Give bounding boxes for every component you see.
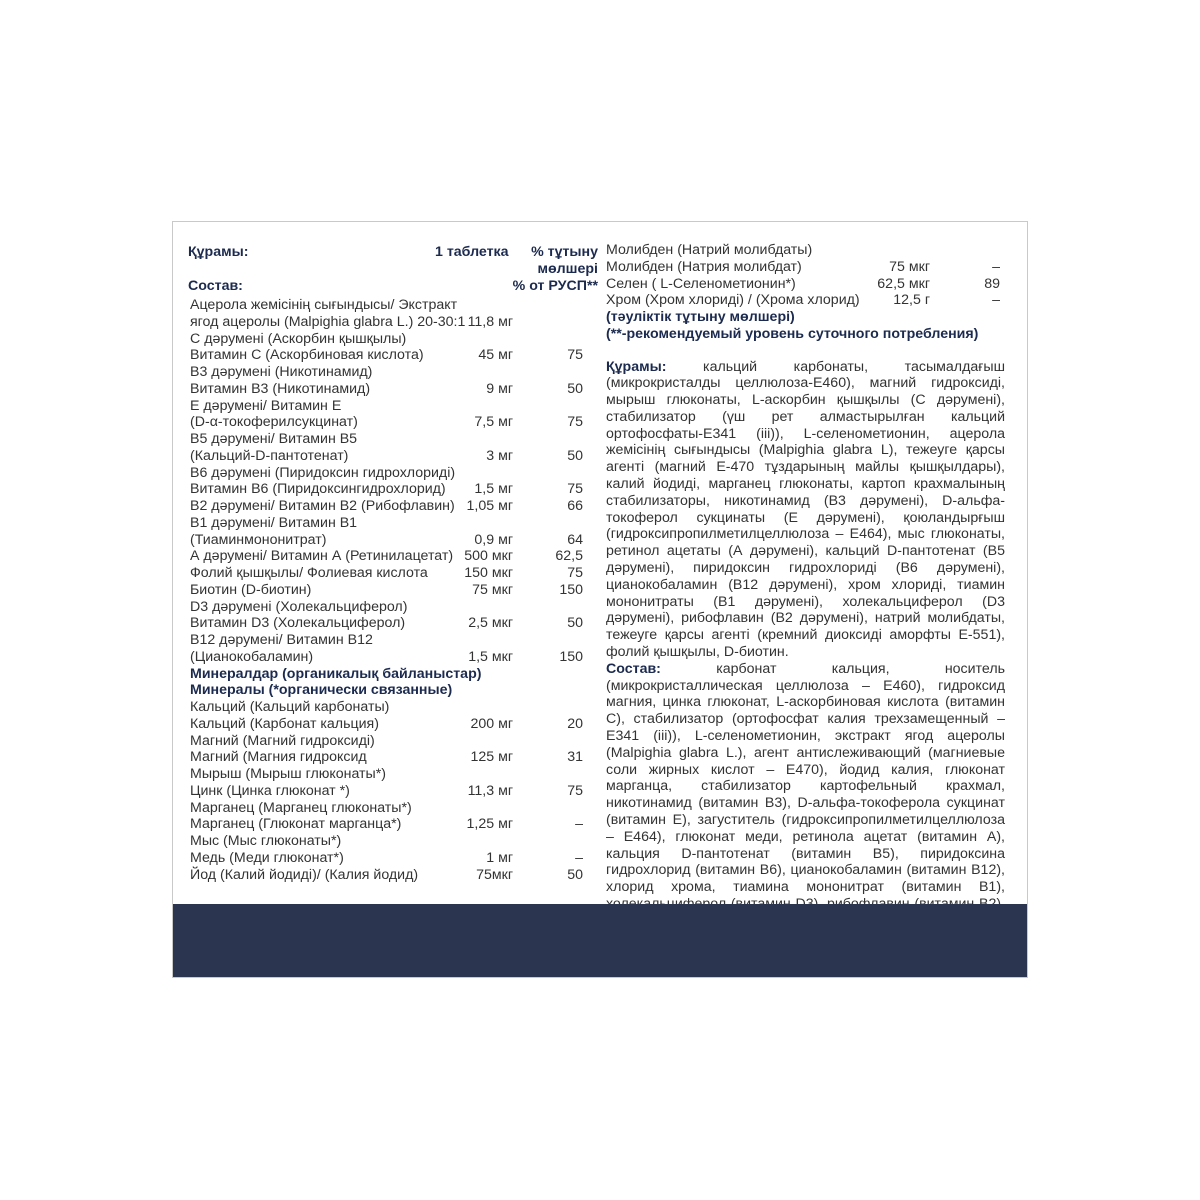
ingredient-percent: 150: [559, 581, 583, 598]
ingredient-percent: 64: [567, 531, 583, 548]
table-row: [188, 548, 598, 565]
daily-intake-note-ru: (**-рекомендуемый уровень суточного потребления): [606, 325, 979, 342]
ingredient-amount: 150 мкг: [464, 565, 513, 581]
ingredient-percent: –: [575, 849, 583, 866]
table-row: [188, 833, 598, 850]
minerals-kz-heading-row: [188, 666, 598, 683]
ingredient-amount: 2,5 мкг: [468, 615, 513, 632]
ingredients-kz-label: Құрамы:: [606, 358, 667, 375]
ingredient-amount: 62,5 мкг: [877, 275, 930, 292]
ingredients-kz-text: кальций карбонаты, тасымалдағыш (микрокристалды целлюлоза-Е460), магний гидроксиді, мырыш глюконаты, L-аскорбин қышқылы (С дәрумені), стабилизатор (үш рет алмастырылған кальций ортофосфаты-Е341 (iii)), L-селенометионин, ацерола жемісінің сығындысы (Malpighia glabra L), тежеуге қарсы агенті (магний Е-470 тұздарының майлы қышқылдары), калий йодиді, марганец глюконаты, картоп крахмалының стабилизаторы, никотинамид (В3 дәрумені), D-альфа-токоферол сукцинаты (Е дәрумені), қоюландырғыш (гидроксипропилметилцеллюлоза – Е464), мыс глюконаты, ретинол ацетаты (А дәрумені), кальций D-пантотенат (В5 дәрумені), пиридоксин гидрохлориді (В6 дәрумені), цианокобаламин (В12 дәрумені), хром хлориді, тиамин мононитраты (В1 дәрумені), холекальциферол (D3 дәрумені), рибофлавин (В2 дәрумені), натрий молибдаты, тежеуге қарсы агенті (кремний диоксиді аморфты Е-551), фолий қышқылы, D-биотин.: [606, 358, 1005, 661]
ingredient-amount: 9 мг: [486, 380, 513, 397]
ingredient-percent: 89: [984, 275, 1000, 292]
ingredient-amount: 1,05 мг: [466, 498, 513, 514]
ingredient-amount: 125 мг: [470, 749, 513, 766]
ingredient-name: Магний (Магний гидроксиді): [190, 732, 375, 749]
ingredient-percent: 31: [567, 749, 583, 766]
ingredient-percent: 62,5: [555, 548, 583, 565]
vitamin-rows: [188, 297, 598, 666]
table-header: [188, 242, 598, 297]
table-row: [603, 276, 1015, 293]
ingredient-percent: –: [575, 816, 583, 833]
ingredient-name: Марганец (Глюконат марганца*): [190, 816, 402, 833]
table-row: [188, 347, 598, 364]
table-row: [188, 749, 598, 766]
table-row: [188, 800, 598, 817]
ingredient-name: Селен ( L-Селенометионин*): [606, 275, 796, 292]
ingredient-amount: 0,9 мг: [474, 531, 513, 548]
ingredient-percent: 50: [567, 615, 583, 632]
ingredient-name: Мыс (Мыс глюконаты*): [190, 833, 342, 849]
pct-kz-heading-line2: мөлшері: [537, 261, 598, 277]
table-row: [188, 699, 598, 716]
ingredient-amount: 75мкг: [476, 866, 513, 883]
table-row: [188, 649, 598, 666]
ingredient-amount: 1,25 мг: [466, 816, 513, 833]
ingredient-name: (Цианокобаламин): [190, 648, 314, 665]
ingredient-percent: 75: [567, 347, 583, 364]
minerals-ru-heading-row: [188, 682, 598, 699]
ingredient-name: Кальций (Карбонат кальция): [190, 715, 379, 732]
footer-color-band: [173, 904, 1027, 977]
ingredient-name: Кальций (Кальций карбонаты): [190, 699, 390, 715]
ingredients-ru-label: Состав:: [606, 660, 661, 677]
table-row: [188, 532, 598, 549]
table-row: [188, 314, 598, 331]
ingredients-ru-text: карбонат кальция, носитель (микрокристаллическая целлюлоза – Е460), гидроксид магния, цинка глюконат, L-аскорбиновая кислота (витамин С), стабилизатор (ортофосфат калия трехзамещенный – Е341 (iii)), L-селенометионин, экстракт ягод ацеролы (Malpighia glabra L.), агент антислеживающий (магниевые соли жирных кислот – Е470), йодид калия, глюконат марганца, стабилизатор картофельный крахмал, никотинамид (витамин В3), D-альфа-токоферола сукцинат (витамин Е), загуститель (гидроксипропилметилцеллюлоза – Е464), глюконат меди, ретинола ацетат (витамин А), кальция D-пантотенат (витамин В5), пиридоксина гидрохлорид (витамин В6), цианокобаламин (витамин В12), хлорид хрома, тиамина мононитрат (витамин В1),: [606, 660, 1005, 896]
minerals-ru-heading: Минералы (*органически связанные): [190, 682, 453, 699]
ingredient-percent: 75: [567, 414, 583, 431]
ingredient-amount: 11,3 мг: [467, 782, 513, 799]
ingredient-amount: 45 мг: [478, 347, 513, 364]
ingredient-name: Марганец (Марганец глюконаты*): [190, 799, 412, 816]
table-row: [188, 398, 598, 415]
ingredient-percent: 75: [567, 565, 583, 581]
table-row: [188, 783, 598, 800]
ingredient-name: В1 дәрумені/ Витамин В1: [190, 514, 358, 531]
ingredient-name: Мырыш (Мырыш глюконаты*): [190, 766, 386, 782]
ingredient-name: Молибден (Натрий молибдаты): [606, 242, 813, 258]
table-row: [188, 465, 598, 482]
table-row: [188, 582, 598, 599]
ingredient-amount: 1,5 мкг: [468, 648, 513, 665]
table-row: [188, 615, 598, 632]
ingredient-percent: 50: [567, 380, 583, 397]
right-column: [603, 242, 1015, 946]
ingredient-amount: 1 мг: [486, 849, 513, 866]
table-row: [603, 242, 1015, 259]
ingredient-amount: 200 мг: [470, 715, 513, 732]
table-row: [188, 331, 598, 348]
ingredient-percent: 20: [567, 715, 583, 732]
ingredient-amount: 11,8 мг: [467, 313, 513, 330]
per-tablet-heading: 1 таблетка: [435, 244, 509, 260]
ingredient-name: В3 дәрумені (Никотинамид): [190, 364, 373, 380]
table-row: [188, 515, 598, 532]
ingredient-name: (Тиаминмононитрат): [190, 531, 327, 548]
ingredient-name: Витамин В6 (Пиридоксингидрохлорид): [190, 481, 446, 498]
pct-ru-heading: % от РУСП**: [512, 278, 598, 294]
table-row: [188, 867, 598, 884]
table-row: [603, 259, 1015, 276]
table-row: [188, 599, 598, 616]
ingredient-name: В5 дәрумені/ Витамин В5: [190, 431, 358, 447]
ingredient-amount: 1,5 мг: [474, 481, 513, 498]
ingredient-percent: –: [992, 292, 1000, 309]
table-row: [188, 364, 598, 381]
ingredient-name: С дәрумені (Аскорбин қышқылы): [190, 330, 407, 347]
ingredient-percent: –: [992, 258, 1000, 275]
ingredient-name: (Кальций-D-пантотенат): [190, 447, 349, 464]
nutrition-table: [188, 242, 598, 883]
ingredient-percent: 50: [567, 866, 583, 883]
ingredient-percent: 75: [567, 481, 583, 498]
ingredient-name: Е дәрумені/ Витамин Е: [190, 397, 342, 414]
ingredient-name: Магний (Магния гидроксид: [190, 749, 367, 766]
ingredient-name: А дәрумені/ Витамин А (Ретинилацетат): [190, 548, 454, 565]
ingredient-name: Цинк (Цинка глюконат *): [190, 782, 350, 799]
ingredient-name: ягод ацеролы (Malpighia glabra L.) 20-30:1: [190, 313, 466, 330]
ingredient-name: В12 дәрумені/ Витамин В12: [190, 632, 373, 648]
table-row: [188, 297, 598, 314]
ingredient-percent: 150: [559, 648, 583, 665]
ingredient-name: Витамин С (Аскорбиновая кислота): [190, 347, 424, 364]
ingredient-name: В2 дәрумені/ Витамин В2 (Рибофлавин): [190, 498, 455, 514]
table-row: [188, 431, 598, 448]
ingredient-name: Йод (Калий йодиді)/ (Калия йодид): [190, 866, 419, 883]
table-row: [188, 481, 598, 498]
minerals-kz-heading: Минералдар (органикалық байланыстар): [190, 665, 482, 682]
ingredient-name: Биотин (D-биотин): [190, 581, 312, 598]
table-row: [188, 816, 598, 833]
table-row: [188, 766, 598, 783]
ingredients-kz: [603, 359, 1015, 661]
trace-element-rows: [603, 242, 1015, 309]
ingredient-name: Медь (Меди глюконат*): [190, 849, 344, 866]
composition-kz-heading: Құрамы:: [188, 244, 249, 260]
table-row: [603, 292, 1015, 309]
table-row: [188, 850, 598, 867]
table-row: [188, 632, 598, 649]
ingredient-percent: 75: [567, 782, 583, 799]
ingredient-name: Ацерола жемісінің сығындысы/ Экстракт: [190, 297, 458, 313]
table-row: [188, 448, 598, 465]
ingredient-name: Молибден (Натрия молибдат): [606, 258, 802, 275]
ingredient-percent: 50: [567, 447, 583, 464]
ingredient-name: D3 дәрумені (Холекальциферол): [190, 598, 408, 615]
ingredient-name: (D-α-токоферилсукцинат): [190, 414, 358, 431]
supplement-label-panel: [172, 221, 1028, 978]
mineral-rows: [188, 699, 598, 883]
ingredient-percent: 66: [567, 498, 583, 514]
ingredient-amount: 75 мкг: [889, 258, 930, 275]
ingredient-amount: 3 мг: [486, 447, 513, 464]
table-row: [188, 414, 598, 431]
ingredient-name: Фолий қышқылы/ Фолиевая кислота: [190, 565, 428, 581]
table-row: [188, 381, 598, 398]
ingredient-name: Витамин D3 (Холекальциферол): [190, 615, 406, 632]
ingredient-amount: 12,5 г: [893, 292, 930, 309]
table-row: [188, 565, 598, 582]
daily-intake-note-kz: (тәуліктік тұтыну мөлшері): [606, 309, 795, 325]
ingredient-amount: 500 мкг: [464, 548, 513, 565]
ingredient-name: Хром (Хром хлориді) / (Хрома хлорид): [606, 292, 860, 309]
pct-kz-heading-line1: % тұтыну: [531, 244, 598, 260]
table-row: [188, 498, 598, 515]
table-row: [188, 716, 598, 733]
ingredient-name: Витамин В3 (Никотинамид): [190, 380, 371, 397]
table-row: [188, 733, 598, 750]
ingredient-name: В6 дәрумені (Пиридоксин гидрохлориді): [190, 464, 456, 481]
ingredient-amount: 7,5 мг: [474, 414, 513, 431]
ingredient-amount: 75 мкг: [472, 581, 513, 598]
composition-ru-heading: Состав:: [188, 278, 243, 294]
